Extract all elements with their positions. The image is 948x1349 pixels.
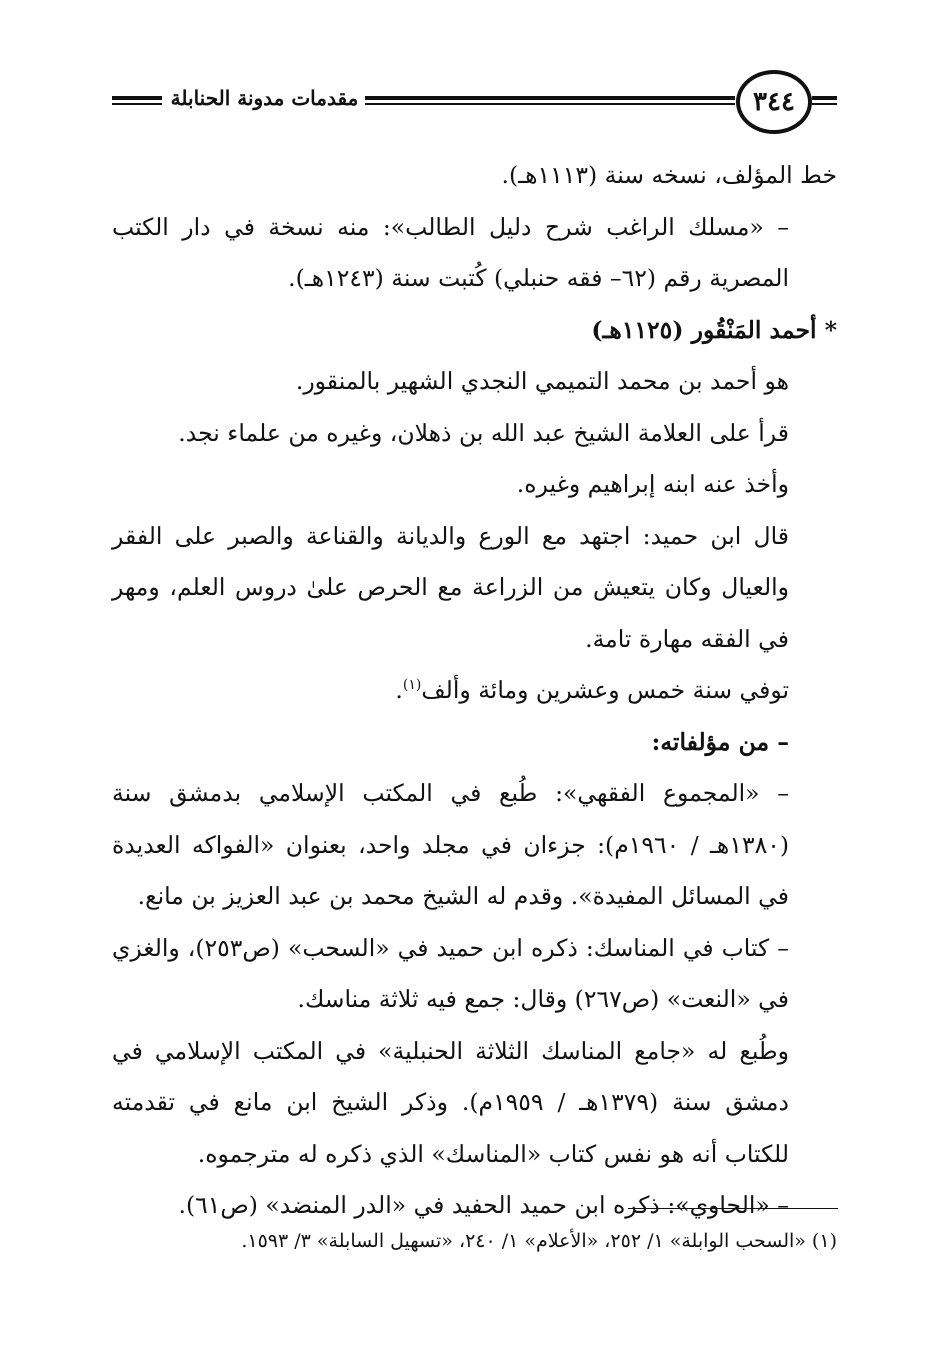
page-header [112, 68, 837, 140]
paragraph-8-end: . [395, 676, 403, 704]
paragraph-11: – كتاب في المناسك: ذكره ابن حميد في «السحب» (ص٢٥٣)، والغزي في «النعت» (ص٢٦٧) وقال: جمع فيه ثلاثة مناسك. [112, 933, 789, 1013]
running-title: مقدمات مدونة الحنابلة [170, 86, 359, 110]
paragraph-8 [112, 665, 837, 717]
paragraph-4: هو أحمد بن محمد التميمي النجدي الشهير بالمنقور. [295, 367, 789, 395]
footnote-reference: (١) [402, 677, 422, 694]
paragraph-5: قرأ على العلامة الشيخ عبد الله بن ذهلان، وغيره من علماء نجد. [178, 418, 789, 447]
page-number: ٣٤٤ [736, 70, 812, 134]
works-subheading: – من مؤلفاته: [651, 727, 789, 756]
entry-heading: * أحمد المَنْقُور (١١٢٥هـ) [591, 315, 837, 344]
footnote-divider [628, 1208, 838, 1209]
paragraph-2: – «مسلك الراغب شرح دليل الطالب»: منه نسخة في دار الكتب المصرية رقم (٦٢– فقه حنبلي) كُتبت سنة (١٢٤٣هـ). [112, 212, 789, 292]
header-rule-left [112, 96, 162, 105]
footnote: (١) «السحب الوابلة» ١/ ٢٥٢، «الأعلام» ١/ ٢٤٠، «تسهيل السابلة» ٣/ ١٥٩٣. [241, 1230, 837, 1252]
paragraph-13: – «الحاوي»: ذكره ابن حميد الحفيد في «الدر المنضد» (ص٦١). [178, 1191, 789, 1219]
main-text [112, 150, 837, 1232]
header-rule-middle [365, 96, 735, 105]
header-rule-right [812, 96, 837, 105]
paragraph-7: قال ابن حميد: اجتهد مع الورع والديانة والقناعة والصبر على الفقر والعيال وكان يتعيش من الزراعة مع الحرص علىٰ دروس العلم، ومهر في الفقه مهارة تامة. [112, 521, 789, 653]
paragraph-10: – «المجموع الفقهي»: طُبع في المكتب الإسلامي بدمشق سنة (١٣٨٠هـ / ١٩٦٠م): جزءان في مجلد واحد، بعنوان «الفواكه العديدة في المسائل المفيدة». وقدم له الشيخ محمد بن عبد العزيز بن مانع. [112, 779, 789, 910]
paragraph-8-text: توفي سنة خمس وعشرين ومائة وألف [421, 676, 789, 704]
paragraph-12: وطُبع له «جامع المناسك الثلاثة الحنبلية» في المكتب الإسلامي في دمشق سنة (١٣٧٩هـ / ١٩٥٩م). وذكر الشيخ ابن مانع في تقدمته للكتاب أنه هو نفس كتاب «المناسك» الذي ذكره له مترجموه. [112, 1036, 789, 1168]
paragraph-1: خط المؤلف، نسخه سنة (١١١٣هـ). [501, 161, 837, 189]
paragraph-6: وأخذ عنه ابنه إبراهيم وغيره. [516, 470, 789, 498]
